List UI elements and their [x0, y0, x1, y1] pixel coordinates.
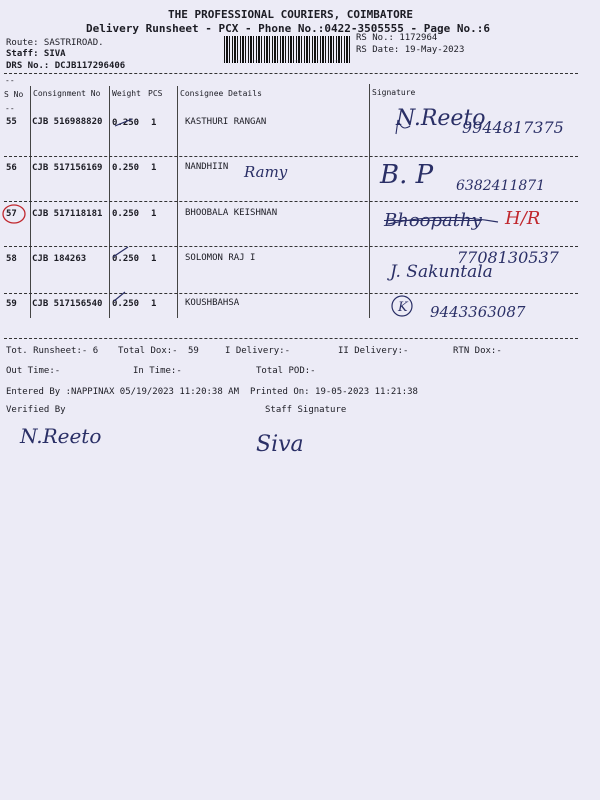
company-title: THE PROFESSIONAL COURIERS, COIMBATORE — [168, 8, 414, 21]
row-consignment: CJB 516988820 — [32, 117, 103, 127]
row-weight: 0.250 — [112, 163, 140, 173]
row-sno: 57 — [6, 209, 17, 219]
row-consignment: CJB 517156540 — [32, 299, 103, 309]
col-signature: Signature — [372, 88, 416, 97]
total-pod: Total POD:- — [256, 366, 316, 376]
row-signature: B. P — [380, 160, 434, 190]
row-weight: 0.250 — [112, 118, 140, 128]
row-sno: 59 — [6, 299, 17, 309]
drs-number: DRS No.: DCJB117296406 — [6, 61, 126, 71]
row-sig-phone: 7708130537 — [457, 248, 559, 267]
row-consignee-note: Ramy — [244, 163, 288, 181]
rtn-dox: RTN Dox:- — [453, 346, 502, 356]
row-consignee: BHOOBALA KEISHNAN — [185, 208, 278, 218]
col-consignment: Consignment No — [33, 89, 101, 98]
staff-signature-label: Staff Signature — [265, 405, 347, 415]
row-pcs: 1 — [151, 209, 157, 219]
row-consignee: KASTHURI RANGAN — [185, 117, 267, 127]
row-sig-phone: 6382411871 — [456, 178, 546, 194]
dash-mark: -- — [5, 76, 15, 85]
row-sno: 56 — [6, 163, 17, 173]
total-dox-value: 59 — [188, 346, 199, 356]
staff-label: Staff: SIVA — [6, 49, 66, 59]
row-sig-phone: 9443363087 — [430, 303, 526, 321]
row-pcs: 1 — [151, 254, 157, 264]
row-sig-phone: 9944817375 — [462, 118, 564, 137]
rs-number: RS No.: 1172964 — [356, 33, 438, 43]
out-time: Out Time:- — [6, 366, 61, 376]
route-label: Route: SASTRIROAD. — [6, 38, 104, 48]
col-pcs: PCS — [148, 89, 163, 98]
verified-by-label: Verified By — [6, 405, 66, 415]
row-pcs: 1 — [151, 163, 157, 173]
ii-delivery: II Delivery:- — [338, 346, 409, 356]
rs-date: RS Date: 19-May-2023 — [356, 45, 465, 55]
row-consignee: KOUSHBAHSA — [185, 298, 240, 308]
row-consignment: CJB 517156169 — [32, 163, 103, 173]
row-signature: N.Reeto — [396, 106, 486, 131]
row-weight: 0.250 — [112, 254, 140, 264]
row-signature: J. Sakuntala — [390, 262, 493, 282]
row-signature: K — [398, 300, 408, 315]
row-weight: 0.250 — [112, 209, 140, 219]
col-sno: S No — [4, 90, 24, 99]
total-dox-label: Total Dox:- — [118, 346, 178, 356]
row-sno: 55 — [6, 117, 17, 127]
col-consignee: Consignee Details — [180, 89, 262, 98]
row-consignment: CJB 517118181 — [32, 209, 103, 219]
row-pcs: 1 — [151, 118, 157, 128]
dash-mark-2: -- — [5, 104, 15, 113]
row-consignee: NANDHIIN — [185, 162, 229, 172]
verified-signature: N.Reeto — [20, 424, 102, 448]
row-sig-status: H/R — [505, 208, 541, 229]
staff-handwritten-signature: Siva — [256, 432, 304, 457]
printed-on: Printed On: 19-05-2023 11:21:38 — [250, 387, 418, 397]
row-consignment: CJB 184263 — [32, 254, 87, 264]
total-runsheet: Tot. Runsheet:- 6 — [6, 346, 99, 356]
entered-by: Entered By :NAPPINAX 05/19/2023 11:20:38 AM — [6, 387, 239, 397]
row-sno: 58 — [6, 254, 17, 264]
col-weight: Weight — [112, 89, 141, 98]
row-weight: 0.250 — [112, 299, 140, 309]
in-time: In Time:- — [133, 366, 182, 376]
runsheet-subtitle: Delivery Runsheet - PCX - Phone No.:0422-3505555 - Page No.:6 — [86, 22, 490, 35]
i-delivery: I Delivery:- — [225, 346, 291, 356]
row-consignee: SOLOMON RAJ I — [185, 253, 256, 263]
row-pcs: 1 — [151, 299, 157, 309]
row-signature: Bhoopathy — [384, 210, 482, 231]
